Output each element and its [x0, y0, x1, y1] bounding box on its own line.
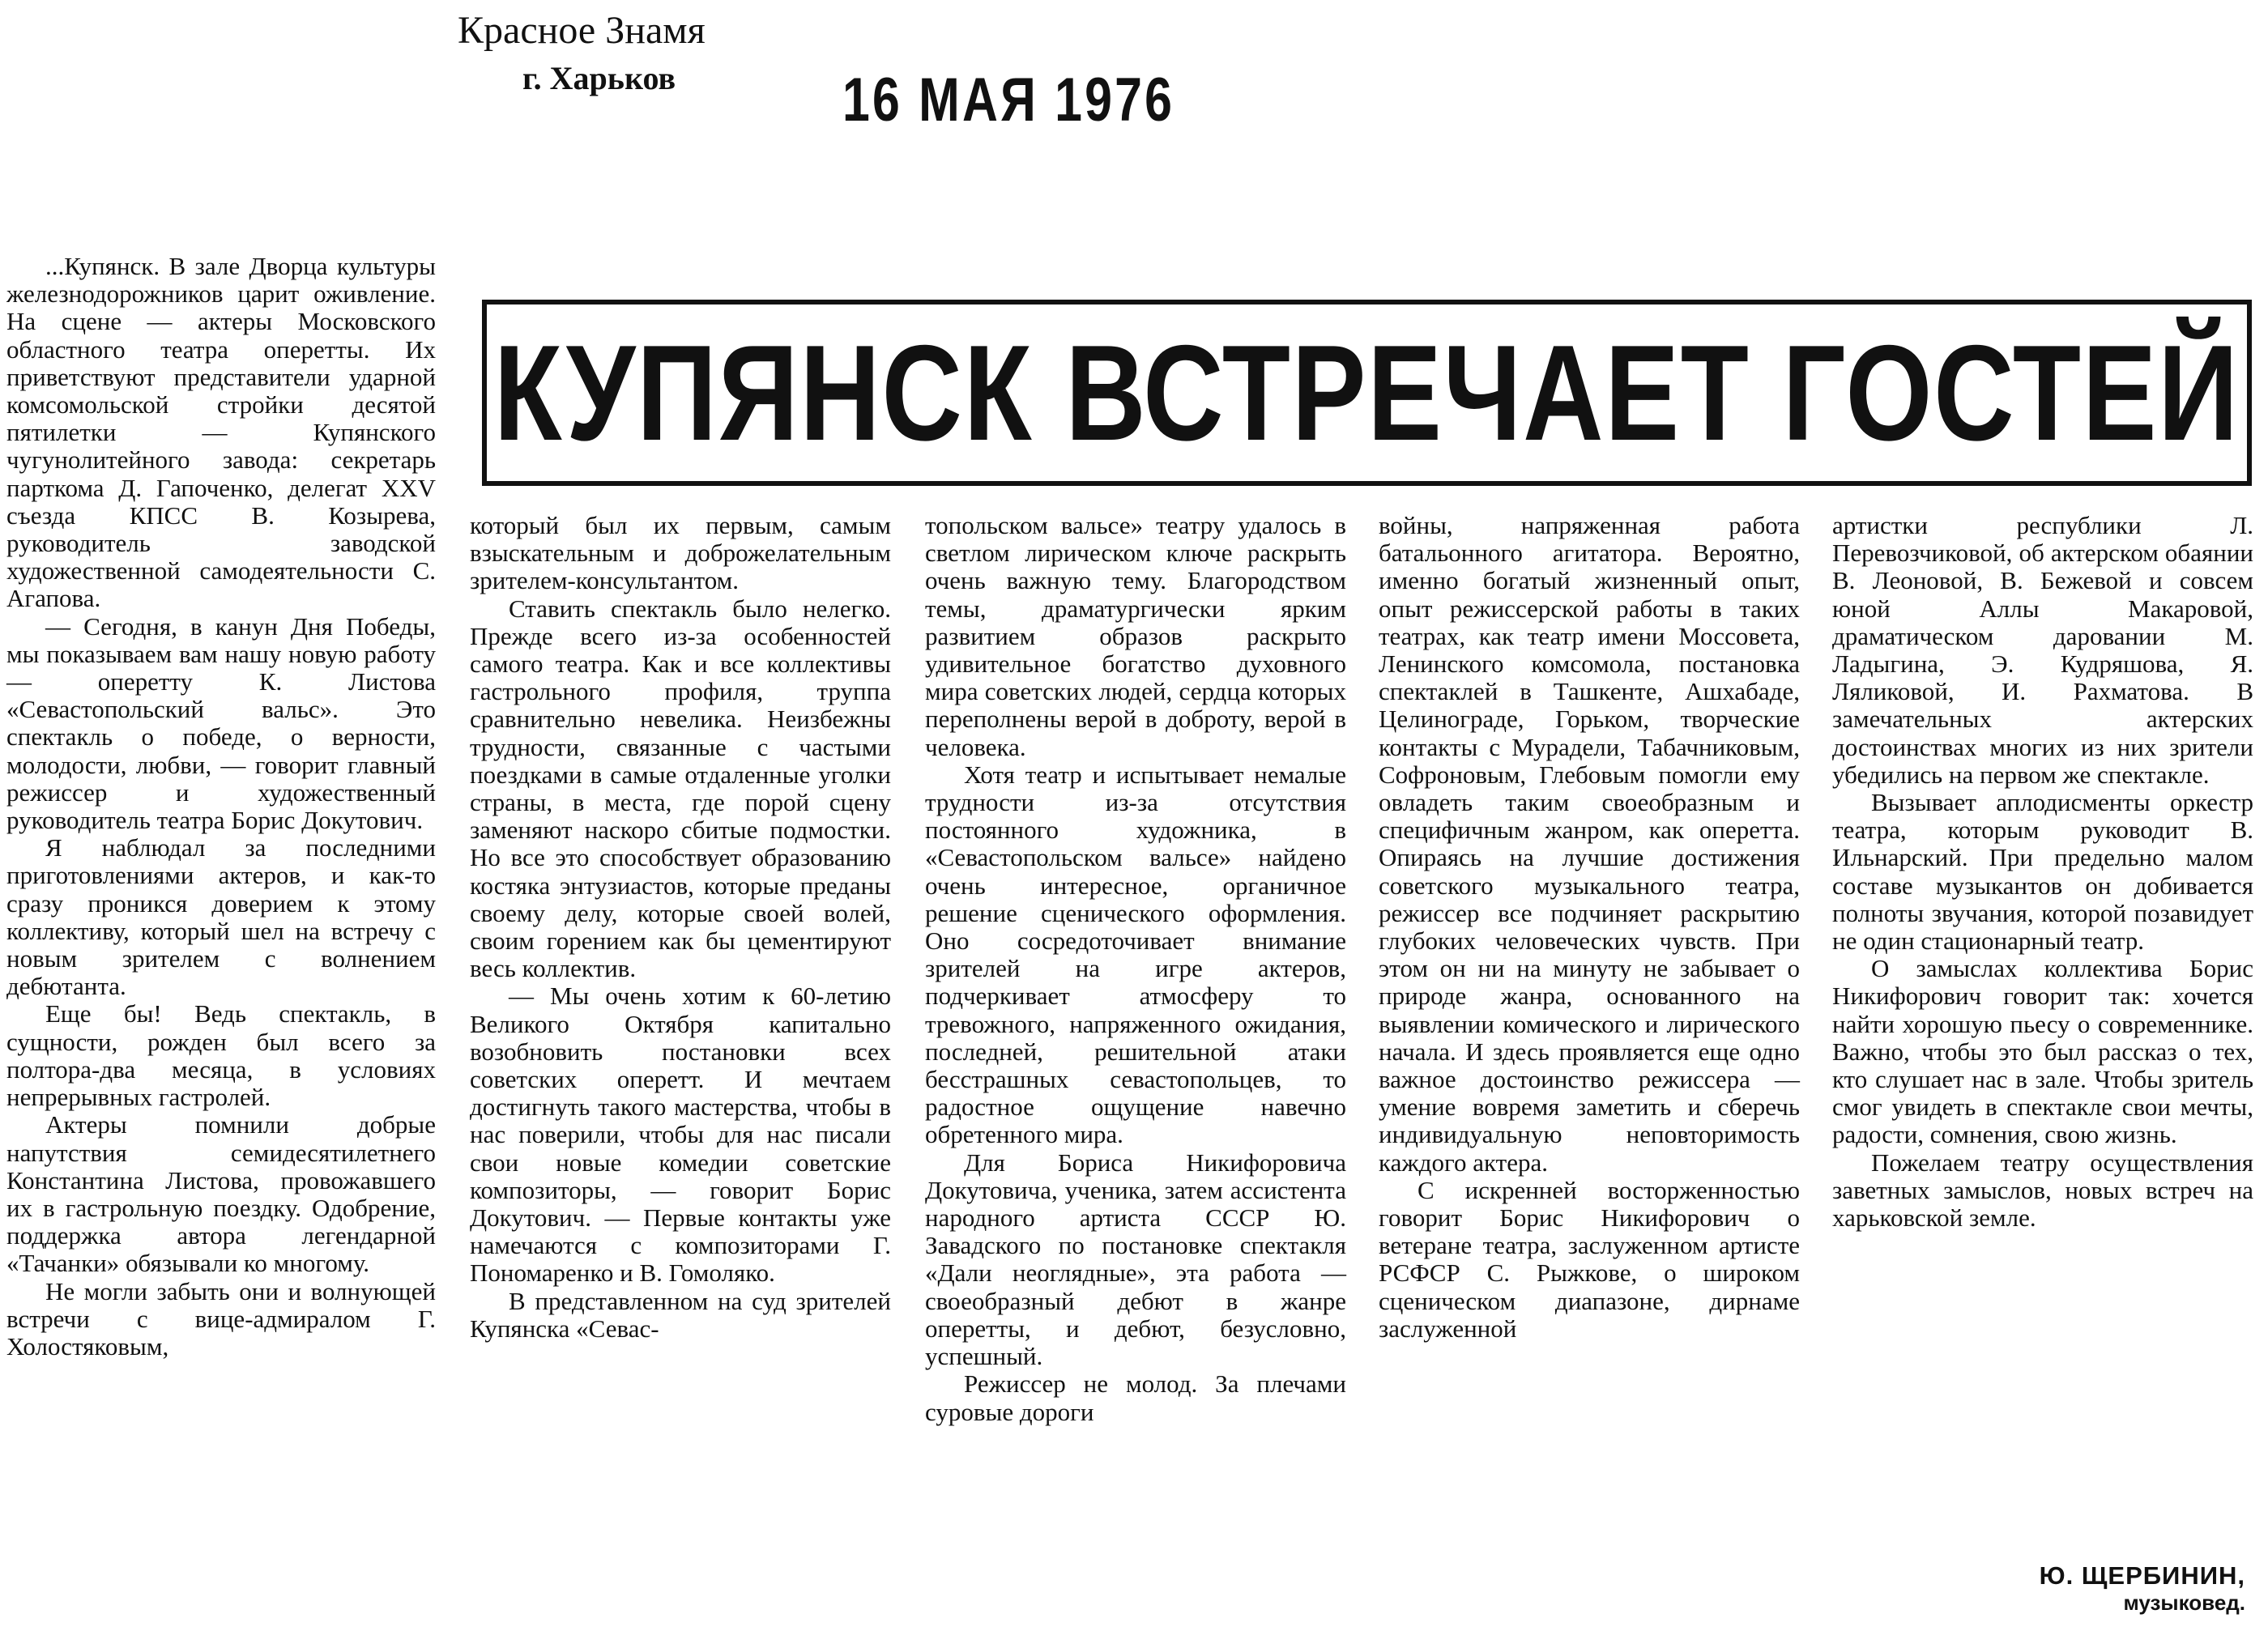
- paragraph: войны, напряженная работа батальонного агитатора. Вероятно, именно богатый жизненный опыт, опыт режиссерской работы в таких театрах, как театр имени Моссовета, Ленинского комсомола, постановка спектаклей в Ташкенте, Ашхабаде, Целинограде, Горьком, творческие контакты с Мурадели, Табачниковым, Софроновым, Глебовым помогли ему овладеть таким своеобразным и специфичным жанром, как оперетта. Опираясь на лучшие достижения советского музыкального театра, режиссер все подчиняет раскрытию глубоких человеческих чувств. При этом он ни на минуту не забывает о природе жанра, основанного на выявлении комического и лирического начала. И здесь проявляется еще одно важное достоинство режиссера — умение вовремя заметить и сберечь индивидуальную неповторимость каждого актера.: [1379, 511, 1800, 1177]
- paragraph: Пожелаем театру осуществления заветных замыслов, новых встреч на харьковской земле.: [1832, 1148, 2253, 1233]
- paragraph: артистки республики Л. Перевозчиковой, об актерском обаянии В. Леоновой, В. Бежевой и совсем юной Аллы Макаровой, драматическом даровании М. Ладыгина, Э. Кудряшова, Я. Ляликовой, И. Рахматова. В замечательных актерских достоинствах многих из них зрители убедились на первом же спектакле.: [1832, 511, 2253, 789]
- headline: КУПЯНСК ВСТРЕЧАЕТ ГОСТЕЙ: [493, 317, 2240, 469]
- article-column-4: [1379, 512, 1800, 1343]
- newspaper-name: Красное Знамя: [458, 9, 706, 52]
- paragraph: Для Бориса Никифоровича Докутовича, ученика, затем ассистента народного артиста СССР Ю. Завадского по постановке спектакля «Дали неоглядные», эта работа — своеобразный дебют в жанре оперетты, и дебют, безусловно, успешный.: [925, 1148, 1346, 1371]
- paragraph: С искренней восторженностью говорит Борис Никифорович о ветеране театра, заслуженном артисте РСФСР С. Рыжкове, о широком сценическом диапазоне, дирнаме заслуженной: [1379, 1175, 1800, 1343]
- paragraph: Не могли забыть они и волнующей встречи с вице-адмиралом Г. Холостяковым,: [6, 1276, 436, 1361]
- article-column-5: [1832, 512, 2253, 1232]
- author-role: музыковед.: [2123, 1591, 2245, 1615]
- paragraph: О замыслах коллектива Борис Никифорович говорит так: хочется найти хорошую пьесу о современнике. Важно, чтобы это был рассказ о тех, кто слушает нас в зале. Чтобы зритель смог увидеть в спектакле свои мечты, радости, сомнения, свою жизнь.: [1832, 954, 2253, 1149]
- paragraph: топольском вальсе» театру удалось в светлом лирическом ключе раскрыть очень важную тему. Благородством темы, драматургически ярким развитием образов раскрыто удивительное богатство духовного мира советских людей, сердца которых переполнены верой в доброту, верой в человека.: [925, 511, 1346, 761]
- paragraph: Хотя театр и испытывает немалые трудности из-за отсутствия постоянного художника, в «Севастопольском вальсе» найдено очень интересное, органичное решение сценического оформления. Оно сосредоточивает внимание зрителей на игре актеров, подчеркивает атмосферу то тревожного, напряженного ожидания, последней, решительной атаки бесстрашных севастопольцев, то радостное ощущение навечно обретенного мира.: [925, 760, 1346, 1149]
- paragraph: Вызывает аплодисменты оркестр театра, которым руководит В. Ильнарский. При предельно малом составе музыкантов он добивается полноты звучания, которой позавидует не один стационарный театр.: [1832, 788, 2253, 956]
- paragraph: который был их первым, самым взыскательным и доброжелательным зрителем-консультантом.: [470, 511, 891, 595]
- paragraph: Режиссер не молод. За плечами суровые дороги: [925, 1369, 1346, 1426]
- paragraph: Еще бы! Ведь спектакль, в сущности, рожден был всего за полтора-два месяца, в условиях непрерывных гастролей.: [6, 999, 436, 1112]
- paragraph: Актеры помнили добрые напутствия семидесятилетнего Константина Листова, провожавшего их в гастрольную поездку. Одобрение, поддержка автора легендарной «Тачанки» обязывали ко многому.: [6, 1110, 436, 1278]
- author-signature: [2040, 1561, 2245, 1616]
- paragraph: — Мы очень хотим к 60-летию Великого Октября капитально возобновить постановки всех советских оперетт. И мечтаем достигнуть такого мастерства, чтобы в нас поверили, чтобы для нас писали свои новые комедии советские композиторы, — говорит Борис Докутович. — Первые контакты уже намечаются с композиторами Г. Пономаренко и В. Гомоляко.: [470, 982, 891, 1288]
- paragraph: — Сегодня, в канун Дня Победы, мы показываем вам нашу новую работу — оперетту К. Листова «Севастопольский вальс». Это спектакль о победе, о верности, молодости, любви, — говорит главный режиссер и художественный руководитель театра Борис Докутович.: [6, 611, 436, 835]
- paragraph: Ставить спектакль было нелегко. Прежде всего из-за особенностей самого театра. Как и все коллективы гастрольного профиля, труппа сравнительно невелика. Неизбежны трудности, связанные с частыми поездками в самые отдаленные уголки страны, в места, где порой сцену заменяют наскоро сбитые подмостки. Но все это способствует образованию костяка энтузиастов, которые преданы своему делу, которые своей волей, своим горением как бы цементируют весь коллектив.: [470, 594, 891, 983]
- article-column-3: [925, 512, 1346, 1426]
- paragraph: В представленном на суд зрителей Купянска «Севас-: [470, 1286, 891, 1343]
- article-column-1: [6, 253, 436, 1361]
- headline-box: [482, 300, 2252, 486]
- paragraph: ...Купянск. В зале Дворца культуры железнодорожников царит оживление. На сцене — актеры Московского областного театра оперетты. Их приветствуют представители ударной комсомольской стройки десятой пятилетки — Купянского чугунолитейного завода: секретарь парткома Д. Гапоченко, делегат XXV съезда КПСС В. Козырева, руководитель заводской художественной самодеятельности С. Агапова.: [6, 252, 436, 613]
- article-column-2: [470, 512, 891, 1343]
- paragraph: Я наблюдал за последними приготовлениями актеров, и как-то сразу проникся доверием к этому коллективу, который шел на встречу с новым зрителем с волнением дебютанта.: [6, 833, 436, 1001]
- date-stamp: 16 МАЯ 1976: [842, 66, 1175, 134]
- masthead: [458, 8, 706, 97]
- author-name: Ю. ЩЕРБИНИН,: [2039, 1561, 2245, 1590]
- newspaper-city: г. Харьков: [522, 60, 676, 96]
